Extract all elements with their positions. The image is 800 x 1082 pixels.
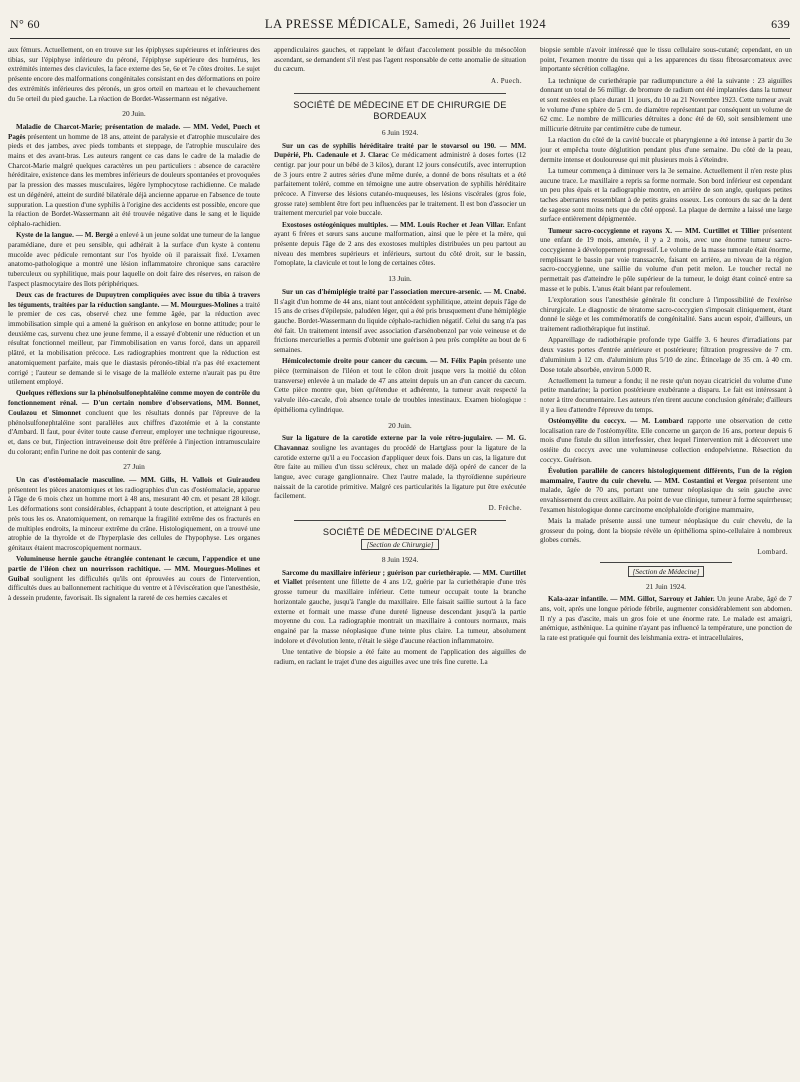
article-text: présentent les pièces anatomiques et les radiographies d'un cas d'ostéomalacie, apparue à l'âge de 6 mois chez un homme mort à 48 ans, mesurant 40 cm. et pesant 28 kilogr. Les déformations sont considérables, échappant à toute description, et atteignant à peu près tous les os. Anatomiquement, on remarque la fragilité extrême des os fracturés en de multiples endroits, la minceur extrême du crâne. Histologiquement, on a trouvé une atrophie de la thyroïde et de l'hyperplasie des cellules de l'hypophyse. Les organes génitaux étaient macroscopiquement normaux. (8, 485, 260, 552)
article-title: Volumineuse hernie gauche étranglée contenant le cæcum, l'appendice et une partie de l'iléon chez un nourrisson rachitique. — MM. Mourgues-Molines et Guibal (8, 555, 260, 583)
article (540, 595, 792, 644)
section-divider (600, 562, 732, 563)
article-text: soulignent les difficultés qu'ils ont éprouvées au cours de l'intervention, difficultés dues au ballonnement rachitique du ventre et à l'éviscération que l'anesthésie, à dessein prudente, favorisait. Ils signalent la rareté de ces hernies cæcales et (8, 574, 260, 602)
article-title: Tumeur sacro-coccygienne et rayons X. — MM. Curtillet et Tillier (548, 226, 760, 235)
section-label-text: [Section de Chirurgie] (361, 539, 438, 550)
section-label (274, 540, 526, 550)
article-title: Kyste de la langue. — M. Bergé (16, 231, 114, 240)
article-text: Un jeune Arabe, âgé de 7 ans, voit, après une longue période fébrile, augmenter considérablement son abdomen. Il n'y a pas d'ascite, mais un gros foie et une énorme rate. Le malade est amaigri, anémique, asthénique. La quinine n'ayant pas influencé la température, une ponction de la rate est pratiquée qui fournit des leishmania extra- et intracellulaires, (540, 595, 792, 643)
session-date: 20 Juin. (122, 109, 146, 119)
article (8, 291, 260, 388)
article-text: concluent que les résultats donnés par l'épreuve de la phénolsulfonephtaléine sont parallèles aux chiffres d'azotémie et à la constante d'Ambard. Il faut, pour éviter toute cause d'erreur, employer une technique rigoureuse, et, dans ce but, l'injection intraveineuse doit être préférée à l'injection intramusculaire du colorant; enfin l'urine ne doit pas contenir de sang. (8, 408, 260, 456)
article-title: Sur un cas de syphilis héréditaire traité par le stovarsol ou 190. — MM. Dupérié, Ph. Cadenaule et J. Clarac (274, 141, 526, 160)
article (540, 227, 792, 295)
session-date: 8 Juin 1924. (381, 555, 419, 565)
article-text: présentent un homme de 18 ans, atteint de paralysie et d'atrophie musculaire des pieds et des jambes, avec pieds tombants et steppage, de l'atrophie musculaire des mains et des avant-bras. Les auteurs rangent ce cas dans le cadre de la maladie de Charcot-Marie malgré quelques caractères un peu particuliers : absence de caractère héréditaire, existence dans les membres inférieurs de douleurs spontanées et provoquées par la pression des masses musculaires, légère lymphocytose rachidienne. Ce malade est un dégénéré, atteint de surdité bilatérale déjà ancienne apparue en l'absence de toute suppuration. La question d'une syphilis à l'origine des accidents est possible, encore que la réaction de Bordet-Wassermann ait été trouvée négative dans le sang et le liquide céphalo-rachidien. (8, 132, 260, 228)
session-date: 6 Juin 1924. (381, 127, 419, 137)
paragraph: biopsie semble n'avoir intéressé que le tissu cellulaire sous-cutané; cependant, en un point, l'examen montre du tissu qui a les apparences du tissu fibrosarcomateux avec importante sécrétion collagène. (540, 46, 792, 74)
paragraph: Actuellement la tumeur a fondu; il ne reste qu'un noyau cicatriciel du volume d'une petite mandarine; la portion postérieure exubérante a disparu. Le fait est intéressant à noter à titre documentaire. Les auteurs n'en tirent aucune conclusion générale; d'ailleurs il y a lieu d'attendre l'épreuve du temps. (540, 376, 792, 414)
page-header (10, 14, 790, 34)
paragraph: Appareillage de radiothérapie profonde type Gaiffe 3. 6 heures d'irradiations par deux vastes portes d'entrée antérieure et postérieure; filtration progressive de 7 cm. d'aluminium à 12 cm. d'aluminium plus 5/10 de zinc. Étincelage de 35 cm. à 40 cm. Dose totale absorbée, environ 5.000 R. (540, 336, 792, 374)
section-label (540, 567, 792, 577)
paragraph: appendiculaires gauches, et rappelant le défaut d'accolement possible du mésocôlon ascendant, se demandent s'il n'est pas l'agent responsable de cette anomalie de situation du cæcum. (274, 46, 526, 74)
article-title: Sur un cas d'hémiplégie traité par l'association mercure-arsenic. — M. Cnabé. (282, 287, 526, 296)
article (8, 231, 260, 289)
paragraph: aux fémurs. Actuellement, on en trouve sur les épiphyses supérieures et inférieures des tibias, sur l'épiphyse inférieure du péroné, l'épiphyse supérieure des humérus, les extrémités internes des clavicules, la face externe des 5e, 6e et 7e côtes droites. Le sujet présente encore des malformations congénitales consistant en des déformations en poire des extrémités inférieures des péronés, un gros orteil en marteau et le chevauchement du 5e orteil du pied gauche. La réaction de Bordet-Wassermann est négative. (8, 46, 260, 103)
session-date: 27 Juin (123, 462, 145, 472)
section-divider (294, 520, 506, 521)
article (274, 434, 526, 502)
article-text: présentent une fillette de 4 ans 1/2, guérie par la curiethérapie d'une très grosse tumeur du maxillaire inférieur. Cette tumeur occupait toute la branche horizontale gauche, jusqu'à l'angle du maxillaire. Elle faisait saillie surtout à la face externe et formait une masse d'une dureté ligneuse descendant jusqu'à la partie moyenne du cou. La radiographie montrait un maxillaire à contours normaux, mais engainé par la masse néoplasique d'une teinte plus claire. La tumeur, absolument indolore et d'évolution lente, n'était le siège d'aucune réaction inflammatoire. (274, 578, 526, 645)
article-text: a traité le premier de ces cas, observé chez une femme âgée, par la réduction avec immobilisation simple qui a amené la guérison en ankylose en bonne attitude; pour le deuxième cas, survenu chez une jeune femme, il a essayé d'obtenir une réduction et un résultat fonctionnel meilleur, par l'immobilisation en varus forcé, dans un appareil plâtré, et la mobilisation précoce. Les radiographies montrent que la réduction est anatomiquement parfaite, mais que le diastasis péronéo-tibial n'a pas été exactement corrigé ; l'auteur se demande si le visage de la malléole externe n'aurait pas pu être utilement employé. (8, 300, 260, 387)
article (8, 555, 260, 604)
journal-title: LA PRESSE MÉDICALE, Samedi, 26 Juillet 1924 (264, 16, 547, 31)
article-text: souligne les avantages du procédé de Hartglass pour la ligature de la carotide externe qu'il a eu l'occasion d'appliquer deux fois. Dans un cas, la ligature dut être faite au milieu d'un tissu scléreux, chez un malade déjà opéré de cancer de la langue, avec curage ganglionnaire. Chez l'autre malade, la thyroïdienne supérieure naissait de la carotide primitive. Malgré ces particularités la ligature put être exécutée facilement. (274, 443, 526, 501)
paragraph: Une tentative de biopsie a été faite au moment de l'application des aiguilles de radium, en raclant le trajet d'une des aiguilles avec une très fine curette. La (274, 647, 526, 666)
author-signature: A. Puech. (490, 77, 522, 86)
society-heading: SOCIÉTÉ DE MÉDECINE ET DE CHIRURGIE DE BORDEAUX (293, 99, 507, 122)
article-text: Enfant ayant 6 frères et sœurs sans aucune malformation, ainsi que le père et la mère, qui présente depuis l'âge de 2 ans des exostoses multiples distribuées un peu partout au niveau des membres supérieurs et inférieurs, surtout du côté droit, sur le bassin, l'omoplate, la clavicule et tout le long de certaines côtes. (274, 220, 526, 268)
article-title: Deux cas de fractures de Dupuytren compliquées avec issue du tibia à travers les téguments, traitées par la réduction sanglante. — M. Mourgues-Molines (8, 290, 260, 309)
header-rule (10, 38, 790, 39)
paragraph: L'exploration sous l'anesthésie générale fit conclure à l'impossibilité de l'exérèse chirurgicale. Le diagnostic de tératome sacro-coccygien s'imposait cliniquement, étant donné le siège et les commémoratifs de congénitalité. Sans aucun espoir, d'ailleurs, un traitement radiothérapique fut institué. (540, 296, 792, 334)
session-date: 20 Juin. (388, 420, 412, 430)
article-text: présentent une enfant de 19 mois, amenée, il y a 2 mois, avec une énorme tumeur sacro-coccygienne à développement progressif. Le volume de la masse tumorale était énorme, remplissant le bassin par voie transsacrée, faisant en arrière, au niveau de la région sacro-coccygienne, une saillie du volume d'un petit melon. Le toucher rectal ne permettait pas d'atteindre le pôle supérieur de la tumeur, le doigt étant coincé entre sa masse et le pubis. L'anus était béant par refoulement. (540, 226, 792, 293)
article-title: Ostéomyélite du coccyx. — M. Lombard (548, 417, 684, 426)
article-columns (8, 46, 792, 1076)
article (540, 417, 792, 466)
article-title: Quelques réflexions sur la phénolsulfonephtaléine comme moyen de contrôle du fonctionnement rénal. — D'un certain nombre d'observations, MM. Bonnet, Coulazou et Simonnet (8, 389, 260, 417)
column-1 (8, 46, 260, 1076)
article-title: Maladie de Charcot-Marie; présentation de malade. — MM. Vedel, Puech et Pagès (8, 122, 260, 141)
paragraph: La tumeur commença à diminuer vers la 3e semaine. Actuellement il n'en reste plus aucune trace. Le maxillaire a repris sa forme normale. Son bord inférieur est cependant un peu plus épais et la radiographie montre, en arrière de son angle, quelques petites taches aberrantes ressemblant à de petits grains osseux. Les contours du sac de la dent de sagesse sont moins nets que du côté opposé. La plaque de dermite a laissé une large surface entièrement dépigmentée. (540, 166, 792, 224)
article-text: a enlevé à un jeune soldat une tumeur de la langue paramédiane, dure et peu sensible, qui adhérait à la surface d'un kyste à contenu mucoïde avec pédicule remontant sur l'os hyoïde où il paraissait fixé. L'examen anatomo-pathologique a montré une lésion inflammatoire chronique sans caractère tuberculeux ou syphilitique, mais pour laquelle on doit faire des réserves, en raison de l'aspect plasmocytaire des îlots périphériques. (8, 231, 260, 288)
article-title: Kala-azar infantile. — MM. Gillot, Sarrouy et Jahier. (548, 595, 715, 604)
author-signature: D. Frèche. (488, 504, 522, 513)
session-date: 21 Juin 1924. (645, 581, 687, 591)
session-date: 13 Juin. (388, 274, 412, 284)
article-text: présente une pièce (terminaison de l'iléon et tout le côlon droit jusque vers la moitié du côlon transverse) enlevée à un malade de 47 ans atteint depuis un an d'un cancer du cæcum. Cette pièce montre que, bien qu'étendue et adhérente, la tumeur avait respecté la valvule iléo-cæcale, d'où absence totale de troubles intestinaux. Examen biologique : épithélioma cylindrique. (274, 357, 526, 414)
paragraph: Mais la malade présente aussi une tumeur néoplasique du cuir chevelu, de la grosseur du poing, dont la biopsie révèle un épithélioma spino-cellulaire à nombreux globes cornés. (540, 517, 792, 545)
article-text: présentent une malade, âgée de 70 ans, portant une tumeur néoplasique du sein gauche avec envahissement du creux axillaire. Au point de vue clinique, tumeur à forme squirrheuse; l'examen histologique donne carcinome encéphaloïde d'origine mammaire, (540, 476, 792, 514)
article (274, 221, 526, 270)
article-title: Sarcome du maxillaire inférieur ; guérison par curiethérapie. — MM. Curtillet et Viallet (274, 568, 526, 587)
page-number: 639 (771, 16, 790, 31)
section-divider (294, 93, 506, 94)
article-text: rapporte une observation de cette localisation rare de l'ostéomyélite. Elle concerne un garçon de 16 ans, porteur depuis 6 mois d'une fistule du sillon interfessier, chez lequel l'intervention mit à découvert une ostéite du coccyx avec une volumineuse collection endopelvienne. Résection du coccyx. Guérison. (540, 417, 792, 464)
article-title: Évolution parallèle de cancers histologiquement différents, l'un de la région mammaire, l'autre du cuir chevelu. — MM. Costantini et Vergoz (540, 467, 792, 485)
article (540, 467, 792, 516)
column-2 (274, 46, 526, 1076)
article (8, 123, 260, 230)
paragraph: La réaction du côté de la cavité buccale et pharyngienne a été intense à partir du 3e jour et empêcha toute déglutition pendant plus d'une semaine. Du côté de la peau, dermite intense et douloureuse qui mit plusieurs mois à s'éteindre. (540, 136, 792, 164)
section-label-text: [Section de Médecine] (628, 566, 705, 577)
article (274, 357, 526, 415)
column-3 (540, 46, 792, 1076)
article (8, 389, 260, 457)
article (8, 476, 260, 554)
issue-number: N° 60 (10, 16, 40, 31)
article-title: Un cas d'ostéomalacie masculine. — MM. Gills, H. Vallois et Guiraudeu (16, 476, 260, 485)
article (274, 288, 526, 356)
article-text: Ce médicament administré à doses fortes (12 centigr. par jour pour un bébé de 3 kilos), durant 12 jours consécutifs, avec interruption de 3 jours entre 2 autres séries d'une même durée, a donné de bons résultats et a été parfaitement toléré, comme en témoigne une autre observation de syphilis héréditaire précoce. A l'inverse des lésions cutanéo-muqueuses, les lésions viscérales (gros foie, grosse rate) semblent être fort peu influencées par le traitement. Il est bon d'associer un traitement mercuriel par voie buccale. (274, 151, 526, 218)
author-signature: Lombard. (757, 548, 788, 557)
article-title: Sur la ligature de la carotide externe par la voie rétro-jugulaire. — M. G. Chavannaz (274, 434, 526, 452)
article-text: Il s'agit d'un homme de 44 ans, niant tout antécédent syphilitique, atteint depuis l'âge de 15 ans de crises d'épilepsie, paludéen léger, qui a été pris brusquement d'une hémiplégie gauche. Bordet-Wassermann du liquide céphalo-rachidien négatif. Celui du sang n'a pas été fait. Un traitement intensif avec association d'arsénobenzol par voie veineuse et de frictions mercurielles a permis d'obtenir une guérison à peu près complète au bout de 6 semaines. (274, 297, 526, 355)
article (274, 142, 526, 220)
article-title: Hémicolectomie droite pour cancer du cæcum. — M. Félix Papin (282, 357, 487, 366)
society-heading: SOCIÉTÉ DE MÉDECINE D'ALGER (322, 526, 478, 537)
article (274, 569, 526, 647)
article-title: Exostoses ostéogéniques multiples. — MM. Louis Rocher et Jean Villar. (282, 220, 505, 229)
paragraph: La technique de curiethérapie par radiumpuncture a été la suivante : 23 aiguilles donnant un total de 56 milligr. de bromure de radium ont été implantées dans la tumeur et sont restées en place durant 11 jours, du 10 au 21 Novembre 1923. Cette tumeur avait le volume d'une sphère de 5 cm. de diamètre représentant par conséquent un volume de 62 cmc. Le nombre de millicuries détruites a donc été de 60, soit sensiblement une millicurie détruite par centimètre cube de tumeur. (540, 76, 792, 134)
